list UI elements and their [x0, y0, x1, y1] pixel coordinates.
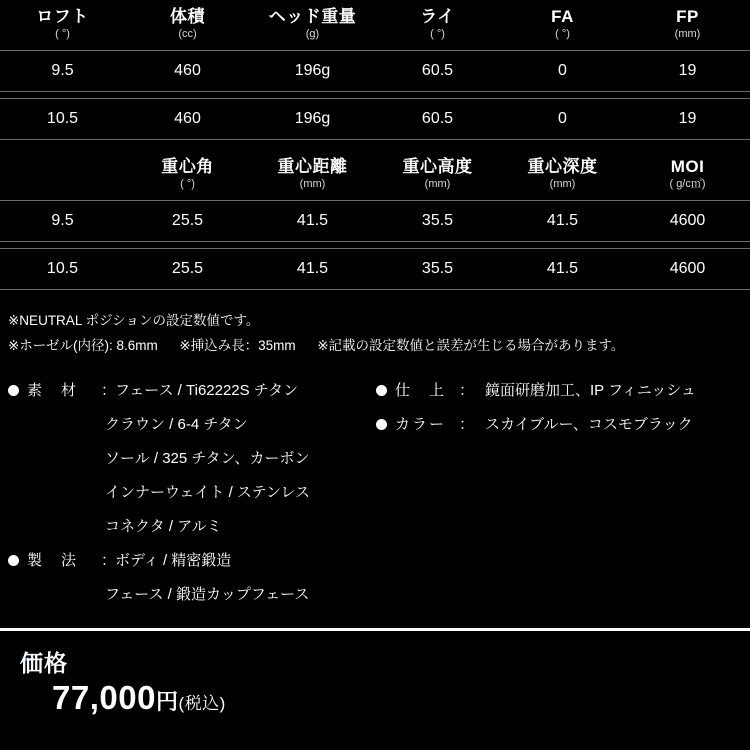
material-label: 製 法	[27, 552, 79, 569]
cell-loft: 9.5	[0, 201, 125, 242]
cell-lie: 60.5	[375, 51, 500, 92]
column-header-loft-label: ロフト	[36, 7, 89, 26]
cell-head-weight: 196g	[250, 51, 375, 92]
cell-cog-angle: 25.5	[125, 201, 250, 242]
column-header-cog-depth	[500, 150, 625, 201]
cell-cog-distance: 41.5	[250, 249, 375, 290]
material-value: インナーウェイト / ステンレス	[105, 484, 311, 501]
column-header-head-weight-unit: (g)	[305, 28, 320, 40]
column-header-head-weight-label: ヘッド重量	[268, 7, 357, 26]
cell-cog-angle: 25.5	[125, 249, 250, 290]
materials-columns	[8, 374, 742, 612]
column-header-cog-depth-label: 重心深度	[527, 157, 598, 176]
column-header-blank	[0, 150, 125, 201]
cell-moi: 4600	[625, 249, 750, 290]
material-row-face-construction	[8, 578, 376, 612]
note-insert-length: ※挿込み長：35mm	[179, 338, 296, 353]
material-colon: ：	[101, 552, 117, 569]
column-header-cog-distance	[250, 150, 375, 201]
spec-table-basic	[0, 0, 750, 140]
cell-lie: 60.5	[375, 99, 500, 140]
column-header-fa-unit: ( °)	[555, 28, 570, 40]
price-title: 価格	[20, 650, 68, 676]
column-header-cog-angle-unit: ( °)	[180, 178, 195, 190]
table-row	[0, 51, 750, 92]
material-colon: ：	[458, 382, 474, 399]
cell-cog-depth: 41.5	[500, 201, 625, 242]
column-header-cog-distance-unit: (mm)	[299, 178, 326, 190]
material-label: カラー	[394, 416, 446, 433]
material-label: 仕 上	[394, 382, 446, 399]
material-value: ソール / 325 チタン、カーボン	[105, 450, 310, 467]
bullet-icon	[8, 555, 19, 566]
price-tax-note: (税込)	[178, 694, 226, 713]
bullet-icon	[8, 385, 19, 396]
column-header-fa-label: FA	[551, 7, 574, 26]
cell-loft: 10.5	[0, 99, 125, 140]
column-header-cog-height	[375, 150, 500, 201]
bullet-icon	[376, 385, 387, 396]
column-header-volume-label: 体積	[170, 7, 205, 26]
column-header-head-weight	[250, 0, 375, 51]
column-header-moi-label: MOI	[670, 157, 705, 176]
material-row-connector	[8, 510, 376, 544]
cell-fp: 19	[625, 51, 750, 92]
column-header-moi-unit: ( g/c㎡)	[669, 178, 706, 190]
column-header-volume	[125, 0, 250, 51]
material-row-crown	[8, 408, 376, 442]
material-row-color	[376, 408, 742, 442]
note-hosel-line	[8, 333, 742, 358]
material-value: フェース / 鍛造カップフェース	[105, 586, 310, 603]
column-header-cog-angle-label: 重心角	[161, 157, 214, 176]
cell-loft: 10.5	[0, 249, 125, 290]
cell-fa: 0	[500, 99, 625, 140]
column-header-loft	[0, 0, 125, 51]
material-colon: ：	[101, 382, 117, 399]
column-header-cog-depth-unit: (mm)	[549, 178, 576, 190]
note-tolerance: ※記載の設定数値と誤差が生じる場合があります。	[317, 338, 625, 353]
column-header-cog-angle	[125, 150, 250, 201]
cell-loft: 9.5	[0, 51, 125, 92]
column-header-loft-unit: ( °)	[55, 28, 70, 40]
column-header-cog-height-label: 重心高度	[402, 157, 473, 176]
column-header-moi	[625, 150, 750, 201]
table-row-gap	[0, 242, 750, 249]
column-header-fp-label: FP	[676, 7, 699, 26]
material-row-material	[8, 374, 376, 408]
material-value: フェース / Ti62222S チタン	[115, 382, 299, 399]
material-value: コネクタ / アルミ	[105, 518, 222, 535]
material-row-construction	[8, 544, 376, 578]
bullet-icon	[376, 419, 387, 430]
table-row	[0, 249, 750, 290]
cell-cog-height: 35.5	[375, 249, 500, 290]
cell-fp: 19	[625, 99, 750, 140]
table-header-row	[0, 150, 750, 201]
price-currency: 円	[155, 689, 179, 714]
column-header-fa	[500, 0, 625, 51]
table-header-row	[0, 0, 750, 51]
price-amount	[52, 679, 226, 717]
note-hosel: ※ホーゼル(内径): 8.6mm	[8, 338, 158, 353]
material-label: 素 材	[27, 382, 79, 399]
material-value: クラウン / 6-4 チタン	[105, 416, 248, 433]
spec-table-cog	[0, 150, 750, 290]
cell-cog-distance: 41.5	[250, 201, 375, 242]
material-row-sole	[8, 442, 376, 476]
column-header-cog-height-unit: (mm)	[424, 178, 451, 190]
column-header-volume-unit: (cc)	[178, 28, 197, 40]
material-value: スカイブルー、コスモブラック	[484, 416, 693, 433]
material-colon: ：	[458, 416, 474, 433]
cell-cog-depth: 41.5	[500, 249, 625, 290]
table-row-gap	[0, 92, 750, 99]
cell-volume: 460	[125, 51, 250, 92]
table-row	[0, 99, 750, 140]
column-header-lie	[375, 0, 500, 51]
cell-moi: 4600	[625, 201, 750, 242]
material-row-finish	[376, 374, 742, 408]
column-header-cog-distance-label: 重心距離	[277, 157, 348, 176]
material-value: ボディ / 精密鍛造	[115, 552, 232, 569]
cell-volume: 460	[125, 99, 250, 140]
column-header-lie-unit: ( °)	[430, 28, 445, 40]
material-value: 鏡面研磨加工、IP フィニッシュ	[484, 382, 696, 399]
note-neutral-position: ※NEUTRAL ポジションの設定数値です。	[8, 313, 260, 328]
price-number: 77,000	[52, 679, 156, 716]
price-section	[0, 631, 750, 750]
notes-section	[0, 290, 750, 358]
column-header-fp-unit: (mm)	[674, 28, 701, 40]
cell-fa: 0	[500, 51, 625, 92]
materials-right-column	[376, 374, 742, 442]
cell-head-weight: 196g	[250, 99, 375, 140]
column-header-fp	[625, 0, 750, 51]
material-row-inner-weight	[8, 476, 376, 510]
cell-cog-height: 35.5	[375, 201, 500, 242]
materials-section	[0, 358, 750, 612]
table-divider	[0, 140, 750, 150]
table-row	[0, 201, 750, 242]
materials-left-column	[8, 374, 376, 612]
column-header-lie-label: ライ	[420, 7, 455, 26]
